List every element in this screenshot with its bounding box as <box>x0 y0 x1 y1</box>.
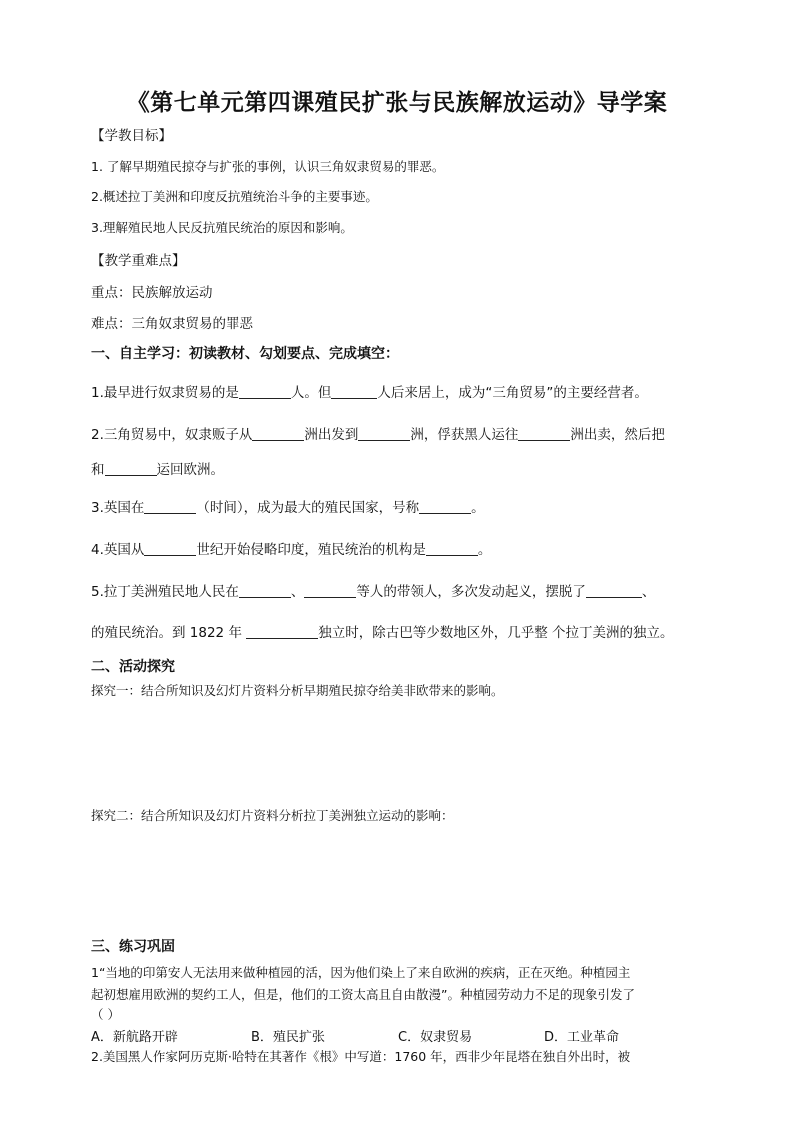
section1-heading: 一、自主学习：初读教材、勾划要点、完成填空： <box>91 346 399 362</box>
fill-question-5 <box>91 580 655 600</box>
q2-blank-2[interactable] <box>358 426 410 441</box>
key-point: 重点：民族解放运动 <box>91 285 213 301</box>
q2-blank-3[interactable] <box>518 426 570 441</box>
q5-text-a: 5.拉丁美洲殖民地人民在 <box>91 584 239 600</box>
q4-blank-1[interactable] <box>144 541 196 556</box>
exercise-1-answer-paren: （ ） <box>91 1007 120 1022</box>
q1-blank-1[interactable] <box>239 384 291 399</box>
option-d: D．工业革命 <box>544 1030 620 1045</box>
q2-blank-1[interactable] <box>252 426 304 441</box>
exercise-1-line-2: 起初想雇用欧洲的契约工人，但是，他们的工资太高且自由散漫”。种植园劳动力不足的现象引发了 <box>91 987 635 1002</box>
q4-blank-2[interactable] <box>426 541 478 556</box>
goal-item-2: 2.概述拉丁美洲和印度反抗殖统治斗争的主要事迹。 <box>91 189 378 204</box>
q3-text-a: 3.英国在 <box>91 500 145 516</box>
option-b: B．殖民扩张 <box>251 1030 325 1045</box>
q4-text-c: 。 <box>477 542 492 558</box>
q1-text-b: 人。但 <box>290 385 332 401</box>
option-c: C．奴隶贸易 <box>398 1030 473 1045</box>
fill-question-3 <box>91 496 485 516</box>
q1-blank-2[interactable] <box>331 384 377 399</box>
explore-1: 探究一：结合所知识及幻灯片资料分析早期殖民掠夺给美非欧带来的影响。 <box>91 683 504 698</box>
fill-question-5-cont <box>91 621 674 641</box>
fill-question-1 <box>91 381 648 401</box>
q5-blank-1[interactable] <box>239 583 291 598</box>
q1-text-a: 1.最早进行奴隶贸易的是 <box>91 385 239 401</box>
q5-text-c: 等人的带领人，多次发动起义，摆脱了 <box>356 584 586 600</box>
section2-heading: 二、活动探究 <box>91 659 175 675</box>
q5-text-f: 独立时，除古巴等少数地区外，几乎整 个拉丁美洲的独立。 <box>318 625 674 641</box>
fill-question-2-cont <box>91 458 224 478</box>
q2-text-f: 运回欧洲。 <box>156 462 224 478</box>
q4-text-b: 世纪开始侵略印度，殖民统治的机构是 <box>196 542 426 558</box>
q5-text-e: 的殖民统治。到 1822 年 <box>91 625 242 641</box>
q5-blank-4[interactable] <box>246 624 318 639</box>
key-heading: 【教学重难点】 <box>91 253 186 269</box>
q5-text-d: 、 <box>641 584 656 600</box>
q2-text-a: 2.三角贸易中，奴隶贩子从 <box>91 427 253 443</box>
q3-text-c: 。 <box>471 500 485 516</box>
q1-text-c: 人后来居上，成为“三角贸易”的主要经营者。 <box>377 385 648 401</box>
q3-blank-1[interactable] <box>144 499 196 514</box>
exercise-2-line-1: 2.美国黑人作家阿历克斯·哈特在其著作《根》中写道：1760 年，西非少年昆塔在独自外出时，被 <box>91 1049 631 1064</box>
option-a: A．新航路开辟 <box>91 1030 178 1045</box>
q4-text-a: 4.英国从 <box>91 542 145 558</box>
exercise-1-line-1: 1“当地的印第安人无法用来做种植园的活，因为他们染上了来自欧洲的疾病，正在灭绝。种植园主 <box>91 965 631 980</box>
q3-text-b: （时间），成为最大的殖民国家，号称 <box>196 500 420 516</box>
fill-question-4 <box>91 538 491 558</box>
section3-heading: 三、练习巩固 <box>91 939 175 955</box>
q3-blank-2[interactable] <box>419 499 471 514</box>
q2-text-c: 洲，俘获黑人运往 <box>410 427 519 443</box>
explore-2: 探究二：结合所知识及幻灯片资料分析拉丁美洲独立运动的影响： <box>91 808 454 823</box>
fill-question-2 <box>91 423 665 443</box>
q5-blank-2[interactable] <box>304 583 356 598</box>
difficult-point: 难点：三角奴隶贸易的罪恶 <box>91 316 253 332</box>
goals-heading: 【学教目标】 <box>91 128 172 144</box>
page-title: 《第七单元第四课殖民扩张与民族解放运动》导学案 <box>126 89 668 116</box>
q5-blank-3[interactable] <box>586 583 642 598</box>
q5-text-b: 、 <box>290 584 305 600</box>
goal-item-3: 3.理解殖民地人民反抗殖民统治的原因和影响。 <box>91 220 353 235</box>
q2-blank-4[interactable] <box>105 461 157 476</box>
goal-item-1: 1. 了解早期殖民掠夺与扩张的事例，认识三角奴隶贸易的罪恶。 <box>91 159 445 174</box>
q2-text-d: 洲出卖，然后把 <box>570 427 665 443</box>
q2-text-b: 洲出发到 <box>304 427 359 443</box>
q2-text-e: 和 <box>91 462 105 478</box>
